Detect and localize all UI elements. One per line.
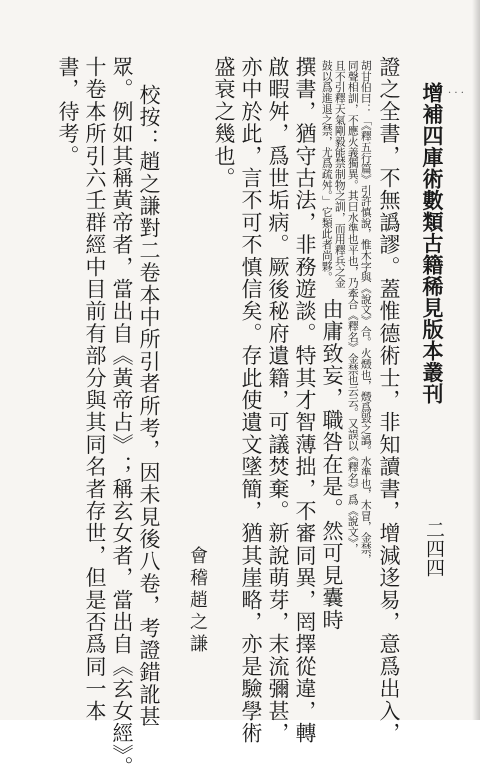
annotation-line-4: 鼓以爲進退之禁，尤爲疏舛。」它類此者尚夥。 (320, 60, 334, 283)
main-text-column-6: 盛衰之幾也。 (212, 56, 236, 190)
main-text-column-4: 啟暇舛，爲世垢病。厥後秘府遺籍，可議焚棄。新說萌芽，末流彌甚， (266, 56, 290, 745)
main-text-column-2: 由庸致妄，職咎在是。然可見囊時 (320, 298, 344, 631)
commentary-column-2: 眾。例如其稱黃帝者，當出自《黃帝占》；稱玄女者，當出自《玄女經》。 (110, 56, 134, 778)
commentary-column-1: 校按：趙之謙對二卷本中所引者所考，因未見後八卷，考證錯訛甚 (137, 84, 161, 728)
main-text-column-1: 證之全書，不無譌謬。蓋惟德術士，非知讀書，增減迻易，意爲出入， (377, 56, 401, 745)
main-text-column-5: 亦中於此，言不可不慎信矣。存此使遺文墜簡，猶其崖略，亦是驗學術 (239, 56, 263, 745)
running-header-title: 增補四庫術數類古籍稀見版本叢刊 (420, 82, 445, 405)
page-number: 二四四 (423, 520, 445, 577)
commentary-column-3: 十卷本所引六壬群經中目前有部分與其同名者存世，但是否爲同一本 (83, 56, 107, 722)
corner-marks: · · · (448, 88, 464, 99)
annotation-line-2: 同聲相訓，不應火義獨異。其曰水準也平也，乃牽合《釋名》金禁也云云。又誤以《釋名》爲《說文》， (346, 60, 360, 554)
commentary-column-4: 書，待考。 (56, 56, 80, 167)
main-text-column-3: 撰書，猶守古法，非務遊談。特其才智薄拙，不審同異，罔擇從違，轉 (293, 56, 317, 745)
page-binding-shadow (472, 0, 480, 720)
author-signature: 會稽趙之謙 (187, 546, 208, 656)
annotation-line-1: 胡甘伯曰：「《釋五行篇》引許慎說，惟木字與《說文》合。火燬也，燬爲毀之譌。水準也，木冒，金禁， (359, 60, 373, 565)
annotation-line-3: 且不引釋天氣剛毅能禁制物之訓，而用釋兵之金 (333, 60, 347, 288)
